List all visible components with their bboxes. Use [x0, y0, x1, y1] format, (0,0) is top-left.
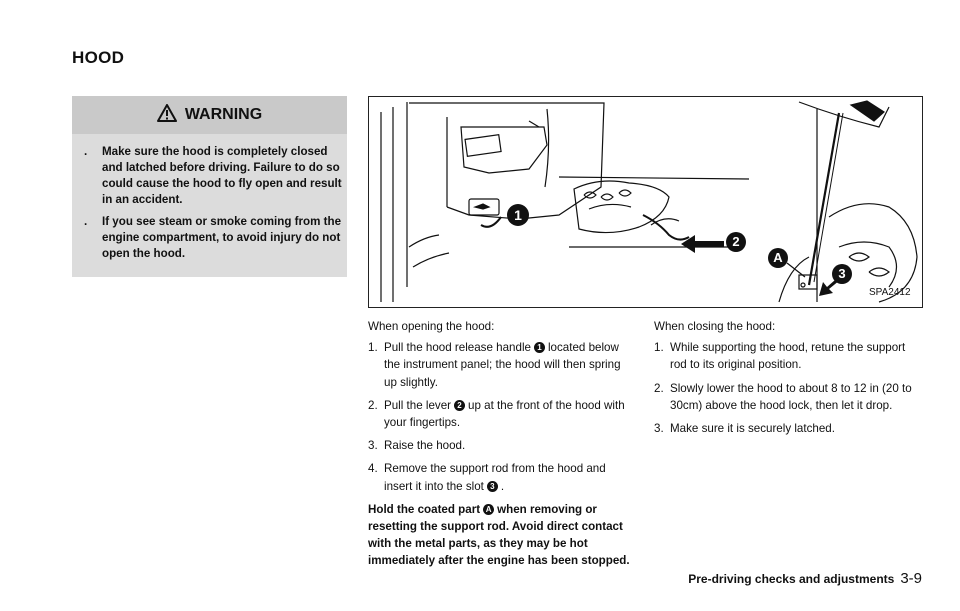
page-footer [688, 570, 922, 587]
marker-1-icon: 1 [534, 342, 545, 353]
chapter-title: Pre-driving checks and adjustments [688, 572, 895, 586]
warning-item: . If you see steam or smoke coming from the engine compartment, to avoid injury do not open the hood. [84, 215, 342, 260]
warning-item: . Make sure the hood is completely closed and latched before driving. Failure to do so could cause the hood to fly open and result in an accident. [84, 145, 342, 206]
opening-heading: When opening the hood: [368, 320, 495, 333]
warning-triangle-icon [157, 104, 177, 127]
section-title: HOOD [72, 48, 125, 67]
closing-step: 2. Slowly lower the hood to about 8 to 12 in (20 to 30cm) above the hood lock, then let it drop. [654, 381, 912, 412]
opening-instructions [368, 318, 633, 574]
marker-3-icon: 3 [487, 481, 498, 492]
coated-part-note: Hold the coated part A when removing or resetting the support rod. Avoid direct contact with the metal parts, as they may be hot immediately after the engine has been stopped. [368, 502, 630, 568]
warning-box [72, 96, 347, 277]
opening-step: 1. Pull the hood release handle 1 located below the instrument panel; the hood will then spring up slightly. [368, 341, 621, 389]
closing-instructions [654, 318, 924, 443]
marker-a-icon: A [483, 504, 494, 515]
closing-step: 1. While supporting the hood, retune the support rod to its original position. [654, 341, 906, 372]
opening-step: 4. Remove the support rod from the hood and insert it into the slot 3 . [368, 462, 606, 493]
warning-title: WARNING [184, 106, 263, 123]
figure-code: SPA2412 [869, 287, 911, 298]
closing-step: 3. Make sure it is securely latched. [654, 422, 835, 436]
opening-step: 3. Raise the hood. [368, 439, 466, 453]
closing-heading: When closing the hood: [654, 320, 776, 333]
hood-illustration: 1 2 A 3 SPA2412 [368, 96, 923, 308]
warning-list [82, 144, 342, 268]
page-number: 3-9 [900, 570, 922, 587]
opening-step: 2. Pull the lever 2 up at the front of the hood with your fingertips. [368, 398, 625, 430]
marker-2-icon: 2 [454, 400, 465, 411]
warning-header [72, 96, 347, 134]
